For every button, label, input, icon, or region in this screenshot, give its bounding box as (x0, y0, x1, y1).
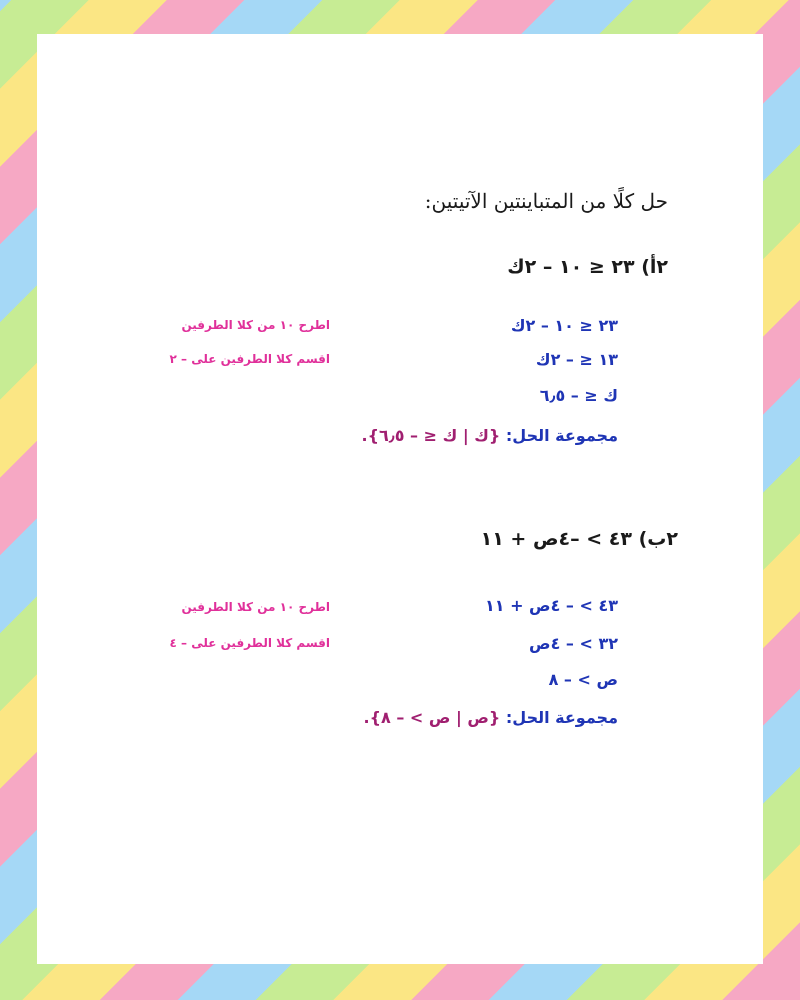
problem-a-step-3: ك ≤ – ٦٫٥ (539, 386, 618, 405)
problem-a-solution (362, 426, 619, 445)
problem-b-solution (364, 708, 618, 727)
solution-set: {ك | ك ≤ – ٦٫٥}. (361, 426, 501, 445)
worksheet-page (37, 34, 763, 964)
problem-b-step-1: ٤٣ > – ٤ص + ١١ (484, 596, 618, 615)
problem-b-note-2: اقسم كلا الطرفين على – ٤ (169, 636, 330, 650)
problem-b-note-1: اطرح ١٠ من كلا الطرفين (181, 600, 330, 614)
problem-a-statement: ٢أ) ٢٣ ≤ ١٠ – ٢ك (507, 256, 668, 278)
problem-b-step-2: ٣٢ > – ٤ص (529, 634, 618, 653)
problem-a-step-1: ٢٣ ≤ ١٠ – ٢ك (510, 316, 618, 335)
problem-a-step-2: ١٣ ≤ – ٢ك (535, 350, 618, 369)
instruction-heading: حل كلًا من المتباينتين الآتيتين: (424, 189, 668, 213)
solution-label: مجموعة الحل: (505, 708, 618, 727)
solution-label: مجموعة الحل: (505, 426, 618, 445)
problem-a-note-1: اطرح ١٠ من كلا الطرفين (181, 318, 330, 332)
problem-a-note-2: اقسم كلا الطرفين على – ٢ (169, 352, 330, 366)
problem-b-statement: ٢ب) ٤٣ > –٤ص + ١١ (480, 528, 678, 550)
solution-set: {ص | ص > – ٨}. (363, 708, 501, 727)
problem-b-step-3: ص > – ٨ (548, 670, 618, 689)
